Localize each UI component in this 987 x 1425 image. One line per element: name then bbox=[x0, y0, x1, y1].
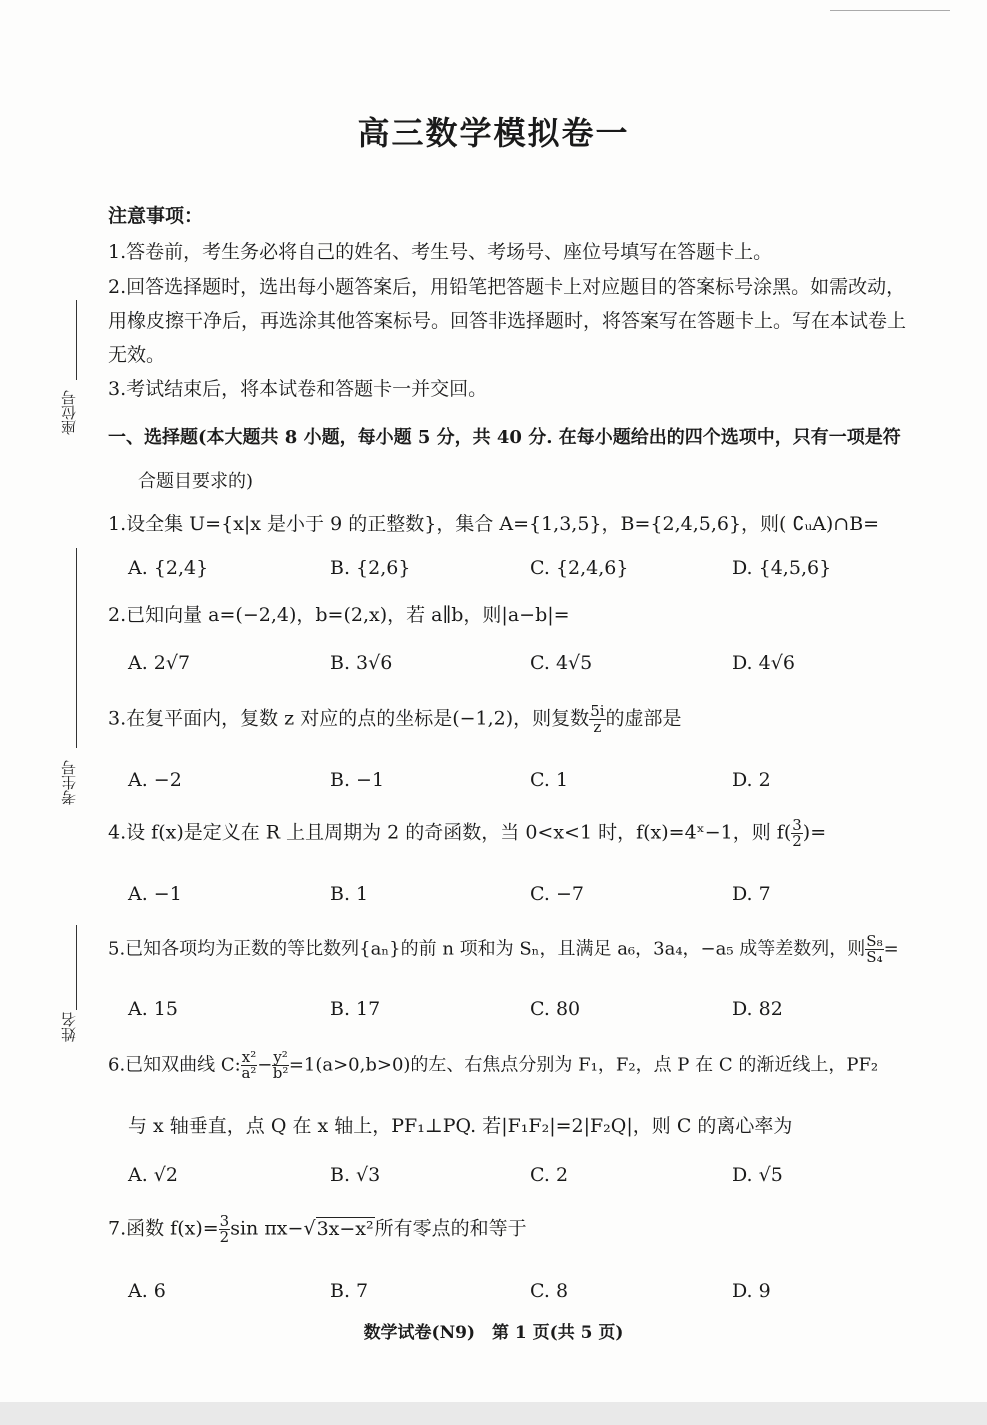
section-1-heading: 一、选择题(本大题共 8 小题，每小题 5 分，共 40 分. 在每小题给出的四个选项中，只有一项是符 bbox=[108, 427, 901, 448]
page-title: 高三数学模拟卷一 bbox=[357, 114, 630, 152]
q5-option-d: D. 82 bbox=[732, 998, 783, 1020]
q7-fraction-den: 2 bbox=[219, 1228, 230, 1246]
question-5-stem bbox=[108, 934, 899, 965]
notice-item-2-line-3: 无效。 bbox=[108, 344, 166, 366]
q6-minus: − bbox=[257, 1054, 273, 1076]
q6-fraction-1-den: a² bbox=[241, 1064, 257, 1082]
question-4-stem bbox=[108, 818, 826, 849]
q6-option-a: A. √2 bbox=[128, 1164, 178, 1186]
q7-stem-text: 7.函数 f(x)= bbox=[108, 1217, 219, 1240]
q6-fraction-2-num: y² bbox=[273, 1048, 288, 1066]
q2-option-d: D. 4√6 bbox=[732, 652, 795, 674]
q4-fraction bbox=[791, 818, 803, 849]
q1-option-c: C. {2,4,6} bbox=[530, 557, 629, 579]
q6-option-d: D. √5 bbox=[732, 1164, 783, 1186]
q6-fraction-2-den: b² bbox=[272, 1064, 289, 1082]
q4-option-d: D. 7 bbox=[732, 883, 771, 905]
q7-fraction-num: 3 bbox=[219, 1212, 230, 1230]
exam-number-line bbox=[76, 548, 77, 748]
question-2-stem: 2.已知向量 a=(−2,4)，b=(2,x)，若 a∥b，则|a−b|= bbox=[108, 604, 570, 626]
q5-option-c: C. 80 bbox=[530, 998, 581, 1020]
q4-stem-text: 4.设 f(x)是定义在 R 上且周期为 2 的奇函数，当 0<x<1 时，f(x)=4ˣ−1，则 f( bbox=[108, 821, 792, 844]
q3-option-a: A. −2 bbox=[128, 769, 182, 791]
q7-stem-mid: sin πx−√ bbox=[230, 1217, 316, 1240]
q3-fraction-den: z bbox=[593, 718, 602, 736]
q4-fraction-num: 3 bbox=[792, 816, 802, 834]
q2-option-a: A. 2√7 bbox=[128, 652, 191, 674]
question-6-stem bbox=[108, 1050, 878, 1081]
q7-option-a: A. 6 bbox=[128, 1280, 166, 1302]
q6-stem-tail: =1(a>0,b>0)的左、右焦点分别为 F₁，F₂，点 P 在 C 的渐近线上，PF₂ bbox=[288, 1054, 879, 1076]
name-line bbox=[76, 925, 77, 1010]
q5-option-a: A. 15 bbox=[128, 998, 178, 1020]
q1-option-d: D. {4,5,6} bbox=[732, 557, 832, 579]
q7-option-b: B. 7 bbox=[330, 1280, 369, 1302]
q5-fraction-den: S₄ bbox=[866, 948, 883, 966]
q1-option-b: B. {2,6} bbox=[330, 557, 411, 579]
q4-stem-tail: )= bbox=[802, 821, 827, 844]
q7-option-d: D. 9 bbox=[732, 1280, 771, 1302]
q6-option-b: B. √3 bbox=[330, 1164, 381, 1186]
q5-stem-tail: = bbox=[883, 938, 899, 960]
q6-fraction-2 bbox=[272, 1050, 289, 1081]
q7-stem-tail: 所有零点的和等于 bbox=[374, 1217, 527, 1240]
seat-line bbox=[76, 300, 77, 380]
bottom-bar bbox=[0, 1402, 987, 1425]
q6-stem-text: 6.已知双曲线 C: bbox=[108, 1054, 241, 1076]
q3-stem-tail: 的虚部是 bbox=[605, 707, 682, 730]
section-1-heading-cont: 合题目要求的) bbox=[138, 471, 254, 492]
q3-fraction-num: 5i bbox=[590, 702, 605, 720]
notice-item-1: 1.答卷前，考生务必将自己的姓名、考生号、考场号、座位号填写在答题卡上。 bbox=[108, 241, 773, 263]
q4-option-b: B. 1 bbox=[330, 883, 369, 905]
q3-fraction bbox=[589, 704, 605, 735]
q3-option-b: B. −1 bbox=[330, 769, 385, 791]
question-3-stem bbox=[108, 704, 682, 735]
q7-option-c: C. 8 bbox=[530, 1280, 569, 1302]
q5-fraction bbox=[865, 934, 883, 965]
q3-option-c: C. 1 bbox=[530, 769, 569, 791]
question-6-stem-line-2: 与 x 轴垂直，点 Q 在 x 轴上，PF₁⊥PQ. 若|F₁F₂|=2|F₂Q|，则 C 的离心率为 bbox=[128, 1115, 793, 1137]
question-7-stem bbox=[108, 1214, 527, 1245]
question-1-stem: 1.设全集 U={x|x 是小于 9 的正整数}，集合 A={1,3,5}，B={2,4,5,6}，则( ∁ᵤA)∩B= bbox=[108, 513, 880, 535]
notice-item-2-line-1: 2.回答选择题时，选出每小题答案后，用铅笔把答题卡上对应题目的答案标号涂黑。如需改动， bbox=[108, 276, 906, 298]
seat-number-label: 座位号 bbox=[60, 390, 78, 435]
name-label: 姓名 bbox=[60, 1012, 78, 1042]
q5-stem-text: 5.已知各项均为正数的等比数列{aₙ}的前 n 项和为 Sₙ，且满足 a₆，3a₄，−a₅ 成等差数列，则 bbox=[108, 938, 866, 960]
q6-fraction-1 bbox=[241, 1050, 257, 1081]
page-footer: 数学试卷(N9) 第 1 页(共 5 页) bbox=[363, 1323, 624, 1343]
top-scan-line bbox=[830, 10, 950, 11]
q4-fraction-den: 2 bbox=[792, 832, 802, 850]
q1-option-a: A. {2,4} bbox=[128, 557, 209, 579]
q3-stem-text: 3.在复平面内，复数 z 对应的点的坐标是(−1,2)，则复数 bbox=[108, 707, 590, 730]
notice-item-2-line-2: 用橡皮擦干净后，再选涂其他答案标号。回答非选择题时，将答案写在答题卡上。写在本试卷上 bbox=[108, 310, 907, 332]
q7-fraction bbox=[219, 1214, 231, 1245]
notice-heading: 注意事项： bbox=[108, 205, 204, 227]
q2-option-c: C. 4√5 bbox=[530, 652, 593, 674]
q4-option-a: A. −1 bbox=[128, 883, 182, 905]
q5-option-b: B. 17 bbox=[330, 998, 381, 1020]
q3-option-d: D. 2 bbox=[732, 769, 771, 791]
exam-number-label: 考生号 bbox=[60, 760, 78, 805]
q5-fraction-num: S₈ bbox=[866, 932, 883, 950]
q6-option-c: C. 2 bbox=[530, 1164, 569, 1186]
notice-item-3: 3.考试结束后，将本试卷和答题卡一并交回。 bbox=[108, 378, 488, 400]
q4-option-c: C. −7 bbox=[530, 883, 584, 905]
q2-option-b: B. 3√6 bbox=[330, 652, 393, 674]
q7-sqrt-body: 3x−x² bbox=[316, 1217, 374, 1240]
q6-fraction-1-num: x² bbox=[241, 1048, 257, 1066]
